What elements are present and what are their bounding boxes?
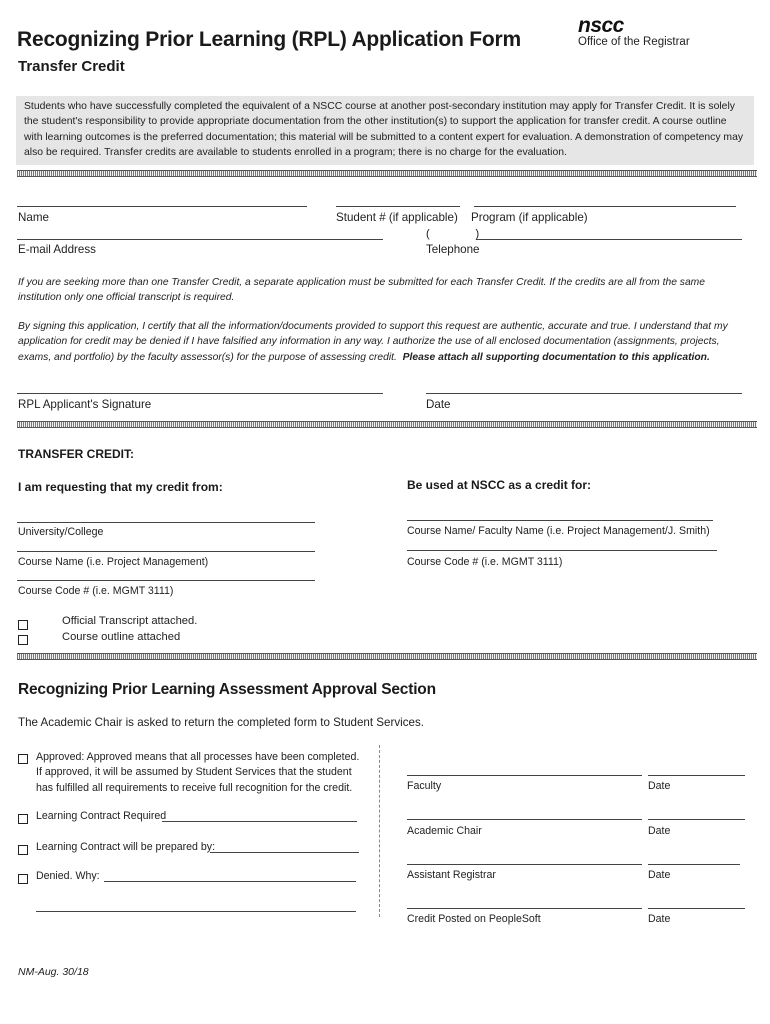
peoplesoft-date-label: Date [648,913,671,925]
faculty-label: Faculty [407,780,442,792]
certification-note [18,319,740,365]
chair-label: Academic Chair [407,825,482,837]
student-number-label: Student # (if applicable) [336,211,458,224]
section-divider [17,421,757,428]
approved-checkbox[interactable] [18,754,28,764]
column-divider [379,745,380,917]
course-code-label: Course Code # (i.e. MGMT 3111) [18,585,174,597]
credit-for-heading: Be used at NSCC as a credit for: [407,478,592,492]
transcript-label: Official Transcript attached. [62,615,198,627]
office-name: Office of the Registrar [578,36,690,48]
denied-checkbox[interactable] [18,874,28,884]
course-code-field[interactable] [17,580,315,581]
nscc-course-code-field[interactable] [407,550,717,551]
faculty-date-label: Date [648,780,671,792]
contract-prepared-checkbox[interactable] [18,845,28,855]
approval-heading: Recognizing Prior Learning Assessment Approval Section [18,681,436,698]
student-number-field[interactable] [336,206,460,207]
form-title: Recognizing Prior Learning (RPL) Application Form [17,28,521,51]
faculty-date-field[interactable] [648,775,745,776]
signature-date-field[interactable] [426,393,742,394]
approved-text [36,750,359,796]
denied-reason-field[interactable] [104,881,356,882]
name-label: Name [18,211,49,224]
peoplesoft-label: Credit Posted on PeopleSoft [407,913,541,925]
email-label: E-mail Address [18,243,96,256]
section-divider [17,653,757,660]
section-divider [17,170,757,177]
chair-signature-field[interactable] [407,819,642,820]
approved-line: has fulfilled all requirements to receive full recognition for the credit. [36,781,353,794]
contract-required-checkbox[interactable] [18,814,28,824]
email-field[interactable] [17,239,383,240]
nscc-course-code-label: Course Code # (i.e. MGMT 3111) [407,556,563,568]
approved-line: Approved: Approved means that all processes have been completed. [36,751,360,763]
contract-prepared-label: Learning Contract will be prepared by: [36,841,216,853]
university-field[interactable] [17,522,315,523]
peoplesoft-date-field[interactable] [648,908,745,909]
nscc-course-name-label: Course Name/ Faculty Name (i.e. Project Management/J. Smith) [407,525,710,537]
signature-label: RPL Applicant's Signature [18,398,152,411]
certification-text: By signing this application, I certify that all the information/documents provided to support this request are authentic, accurate and true. I understand that my application for credit may be denied if I have falsified any information in any way. I authorize the use of all enclosed documentation (assignments, projects, exams, and portfolio) by the faculty assessor(s) for the purpose of assessing credit. [18,321,728,363]
nscc-course-name-field[interactable] [407,520,713,521]
registrar-date-label: Date [648,869,671,881]
outline-checkbox[interactable] [18,635,28,645]
name-field[interactable] [17,206,307,207]
chair-date-field[interactable] [648,819,745,820]
approval-instruction: The Academic Chair is asked to return the completed form to Student Services. [18,716,424,729]
registrar-date-field[interactable] [648,864,740,865]
intro-box: Students who have successfully completed the equivalent of a NSCC course at another post-secondary institution may apply for Transfer Credit. It is solely the student's responsibility to provide appropriate documentation from the other institution(s) to support the application for transfer credit. A course outline with learning outcomes is the preferred documentation; this material will be submitted to a content expert for evaluation. A demonstration of competency may also be required. Transfer credits are available to students enrolled in a program; there is no charge for the evaluation. [16,96,754,165]
nscc-logo: nscc [578,14,624,37]
university-label: University/College [18,526,104,538]
signature-field[interactable] [17,393,383,394]
chair-date-label: Date [648,825,671,837]
contract-required-label: Learning Contract Required [36,810,167,822]
form-code: NM-Aug. 30/18 [18,966,89,978]
approved-line: If approved, it will be assumed by Student Services that the student [36,766,352,779]
multiple-credits-note: If you are seeking more than one Transfer Credit, a separate application must be submitted for each Transfer Credit. If the credits are all from the same institution only one official transcript is required. [18,277,705,304]
program-label: Program (if applicable) [471,211,588,224]
attach-docs-note: Please attach all supporting documentation to this application. [402,351,710,363]
outline-label: Course outline attached [62,631,181,643]
telephone-label: Telephone [426,243,480,256]
telephone-field[interactable] [476,239,742,240]
contract-required-field[interactable] [162,821,357,822]
form-subtitle: Transfer Credit [18,58,125,75]
signature-date-label: Date [426,398,451,411]
denied-reason-field-2[interactable] [36,911,356,912]
peoplesoft-signature-field[interactable] [407,908,642,909]
contract-prepared-field[interactable] [210,852,359,853]
transcript-checkbox[interactable] [18,620,28,630]
course-name-field[interactable] [17,551,315,552]
registrar-signature-field[interactable] [407,864,642,865]
transfer-credit-heading: TRANSFER CREDIT: [18,447,134,461]
area-code-field[interactable]: ( ) [426,228,480,240]
asst-registrar-label: Assistant Registrar [407,869,496,881]
faculty-signature-field[interactable] [407,775,642,776]
program-field[interactable] [474,206,736,207]
denied-label: Denied. Why: [36,870,100,882]
course-name-label: Course Name (i.e. Project Management) [18,556,209,568]
credit-from-heading: I am requesting that my credit from: [18,480,223,494]
